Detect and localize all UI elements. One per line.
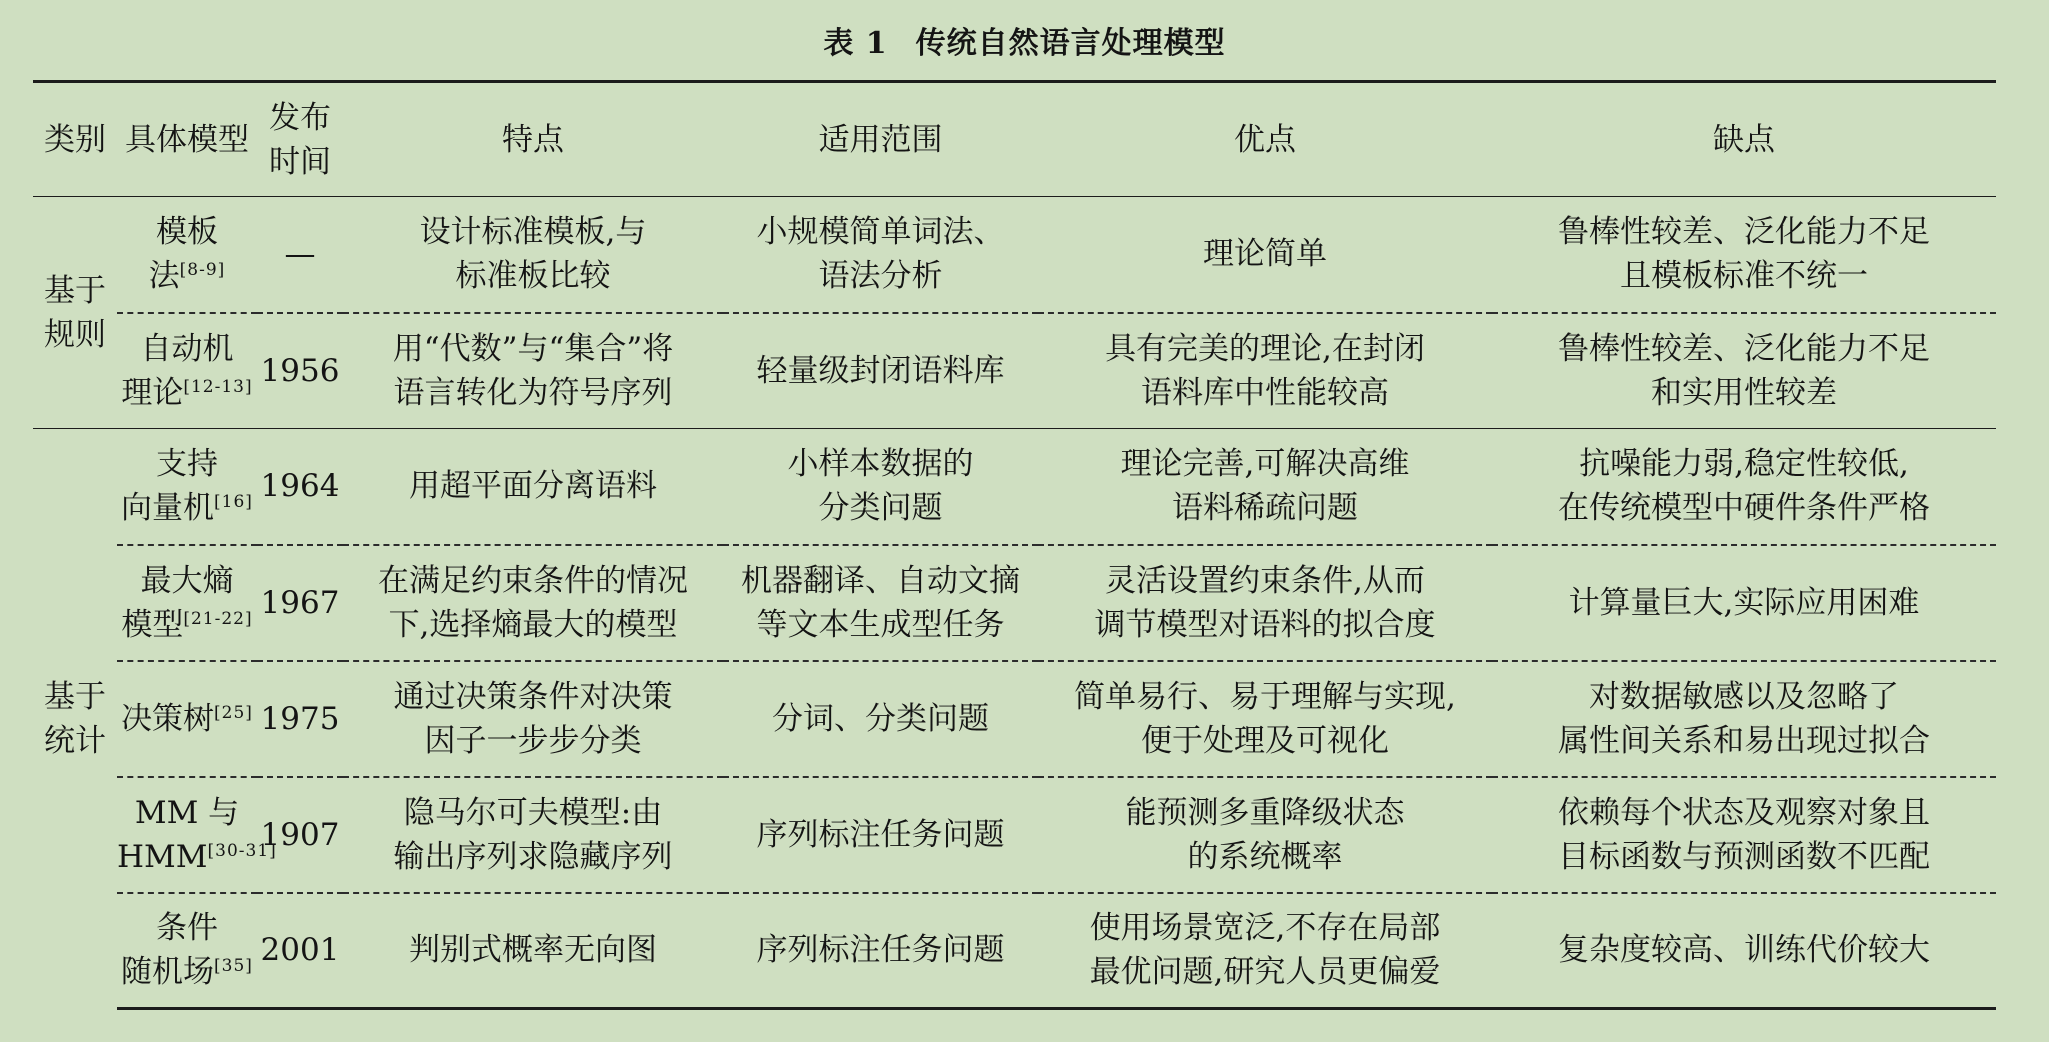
reference-citation: [12-13]	[183, 376, 253, 397]
table-caption	[0, 18, 2049, 62]
scope-text: 分词、分类问题	[772, 700, 989, 737]
scope-cell	[723, 893, 1038, 1009]
model-name: 决策树	[121, 700, 215, 737]
features-text: 隐马尔可夫模型:由	[403, 794, 663, 831]
header-row	[33, 82, 1996, 197]
model-name: 模板	[156, 214, 218, 251]
category-cell	[33, 197, 117, 429]
pros-text: 具有完美的理论,在封闭	[1105, 330, 1425, 367]
table-number: 表 1	[823, 26, 888, 61]
cons-text: 对数据敏感以及忽略了	[1589, 678, 1899, 715]
scope-text: 语法分析	[818, 258, 943, 295]
header-time-line: 发布	[269, 99, 331, 136]
category-label: 规则	[44, 316, 106, 353]
features-cell	[343, 429, 723, 545]
model-cell	[117, 429, 257, 545]
scope-cell	[723, 197, 1038, 313]
features-text: 输出序列求隐藏序列	[393, 838, 673, 875]
features-text: 用超平面分离语料	[409, 468, 657, 505]
model-cell	[117, 197, 257, 313]
reference-citation: [25]	[214, 702, 253, 723]
cons-cell	[1492, 197, 1996, 313]
model-cell	[117, 893, 257, 1009]
release-time-cell: 2001	[257, 893, 343, 1009]
model-cell	[117, 661, 257, 777]
cons-cell	[1492, 429, 1996, 545]
table-row	[33, 429, 1996, 545]
release-time-cell: 1975	[257, 661, 343, 777]
cons-text: 抗噪能力弱,稳定性较低,	[1579, 446, 1909, 483]
model-name: 最大熵	[140, 562, 234, 599]
scope-cell	[723, 661, 1038, 777]
pros-text: 使用场景宽泛,不存在局部	[1089, 910, 1441, 947]
release-time-cell: 1967	[257, 545, 343, 661]
scope-text: 小样本数据的	[787, 446, 974, 483]
features-text: 下,选择熵最大的模型	[388, 606, 678, 643]
model-name: 法	[148, 258, 180, 295]
pros-text: 理论完善,可解决高维	[1120, 446, 1410, 483]
scope-text: 等文本生成型任务	[756, 606, 1005, 643]
model-cell	[117, 545, 257, 661]
pros-text: 便于处理及可视化	[1141, 722, 1389, 759]
features-cell	[343, 777, 723, 893]
pros-text: 语料库中性能较高	[1141, 374, 1389, 411]
pros-cell	[1038, 429, 1492, 545]
release-time-cell: 1907	[257, 777, 343, 893]
header-features: 特点	[343, 82, 723, 197]
reference-citation: [30-31]	[207, 840, 277, 861]
header-cons: 缺点	[1492, 82, 1996, 197]
models-table	[33, 80, 1996, 1010]
cons-text: 鲁棒性较差、泛化能力不足	[1558, 330, 1930, 367]
table-row	[33, 661, 1996, 777]
pros-cell	[1038, 661, 1492, 777]
pros-text: 灵活设置约束条件,从而	[1105, 562, 1425, 599]
cons-text: 依赖每个状态及观察对象且	[1558, 794, 1930, 831]
reference-citation: [21-22]	[183, 608, 253, 629]
model-name: HMM	[117, 838, 208, 875]
header-pros: 优点	[1038, 82, 1492, 197]
pros-cell	[1038, 777, 1492, 893]
reference-citation: [35]	[214, 956, 253, 977]
features-cell	[343, 197, 723, 313]
cons-text: 目标函数与预测函数不匹配	[1558, 838, 1930, 875]
category-label: 基于	[44, 272, 106, 309]
release-time-cell: 1964	[257, 429, 343, 545]
features-text: 用“代数”与“集合”将	[392, 330, 674, 367]
table-row	[33, 197, 1996, 313]
cons-cell	[1492, 777, 1996, 893]
cons-text: 和实用性较差	[1651, 374, 1837, 411]
table-row	[33, 545, 1996, 661]
header-time-line: 时间	[269, 143, 331, 180]
scope-text: 小规模简单词法、	[756, 214, 1005, 251]
pros-text: 能预测多重降级状态	[1125, 794, 1405, 831]
model-cell	[117, 777, 277, 893]
pros-text: 调节模型对语料的拟合度	[1094, 606, 1436, 643]
model-name: 理论	[121, 374, 184, 411]
features-text: 因子一步步分类	[424, 722, 642, 759]
pros-text: 最优问题,研究人员更偏爱	[1089, 954, 1441, 991]
table-title: 传统自然语言处理模型	[915, 26, 1226, 61]
category-cell	[33, 429, 117, 1009]
table-body	[33, 197, 1996, 1009]
model-name: 条件	[156, 910, 218, 947]
scope-text: 机器翻译、自动文摘	[741, 562, 1020, 599]
cons-text: 且模板标准不统一	[1620, 258, 1868, 295]
cons-text: 复杂度较高、训练代价较大	[1558, 932, 1930, 969]
header-category: 类别	[33, 82, 117, 197]
model-cell	[117, 313, 257, 429]
category-label: 基于	[44, 678, 106, 715]
features-text: 在满足约束条件的情况	[378, 562, 688, 599]
pros-cell	[1038, 893, 1492, 1009]
table-row	[33, 777, 1996, 893]
scope-text: 分类问题	[818, 490, 943, 527]
header-scope: 适用范围	[723, 82, 1038, 197]
reference-citation: [16]	[214, 492, 253, 513]
scope-cell	[723, 313, 1038, 429]
model-name: 支持	[156, 446, 218, 483]
cons-cell	[1492, 313, 1996, 429]
model-name: 向量机	[121, 490, 215, 527]
cons-cell	[1492, 893, 1996, 1009]
release-time-cell: 1956	[257, 313, 343, 429]
cons-text: 鲁棒性较差、泛化能力不足	[1558, 214, 1930, 251]
model-name: 随机场	[121, 954, 215, 991]
cons-cell	[1492, 545, 1996, 661]
features-cell	[343, 545, 723, 661]
pros-cell	[1038, 313, 1492, 429]
scope-cell	[723, 429, 1038, 545]
features-text: 通过决策条件对决策	[393, 678, 673, 715]
reference-citation: [8-9]	[179, 260, 226, 281]
model-name: 自动机	[140, 330, 234, 367]
features-cell	[343, 661, 723, 777]
features-cell	[343, 313, 723, 429]
pros-cell	[1038, 197, 1492, 313]
features-text: 语言转化为符号序列	[393, 374, 673, 411]
table-row	[33, 313, 1996, 429]
pros-text: 理论简单	[1203, 236, 1327, 273]
cons-text: 计算量巨大,实际应用困难	[1568, 584, 1920, 621]
header-time	[257, 82, 343, 197]
scope-text: 轻量级封闭语料库	[756, 352, 1005, 389]
pros-text: 语料稀疏问题	[1172, 490, 1358, 527]
category-label: 统计	[44, 722, 106, 759]
release-time-cell: —	[284, 236, 316, 273]
cons-text: 在传统模型中硬件条件严格	[1558, 490, 1930, 527]
features-text: 标准板比较	[455, 258, 611, 295]
features-text: 判别式概率无向图	[409, 932, 657, 969]
scope-cell	[723, 777, 1038, 893]
model-name: MM 与	[134, 794, 240, 831]
features-text: 设计标准模板,与	[419, 214, 647, 251]
features-cell	[343, 893, 723, 1009]
pros-text: 的系统概率	[1187, 838, 1343, 875]
scope-text: 序列标注任务问题	[756, 932, 1005, 969]
model-name: 模型	[121, 606, 184, 643]
pros-cell	[1038, 545, 1492, 661]
scope-cell	[723, 545, 1038, 661]
pros-text: 简单易行、易于理解与实现,	[1074, 678, 1456, 715]
cons-cell	[1492, 661, 1996, 777]
cons-text: 属性间关系和易出现过拟合	[1558, 722, 1930, 759]
table-row	[33, 893, 1996, 1009]
header-model: 具体模型	[117, 82, 257, 197]
scope-text: 序列标注任务问题	[756, 816, 1005, 853]
